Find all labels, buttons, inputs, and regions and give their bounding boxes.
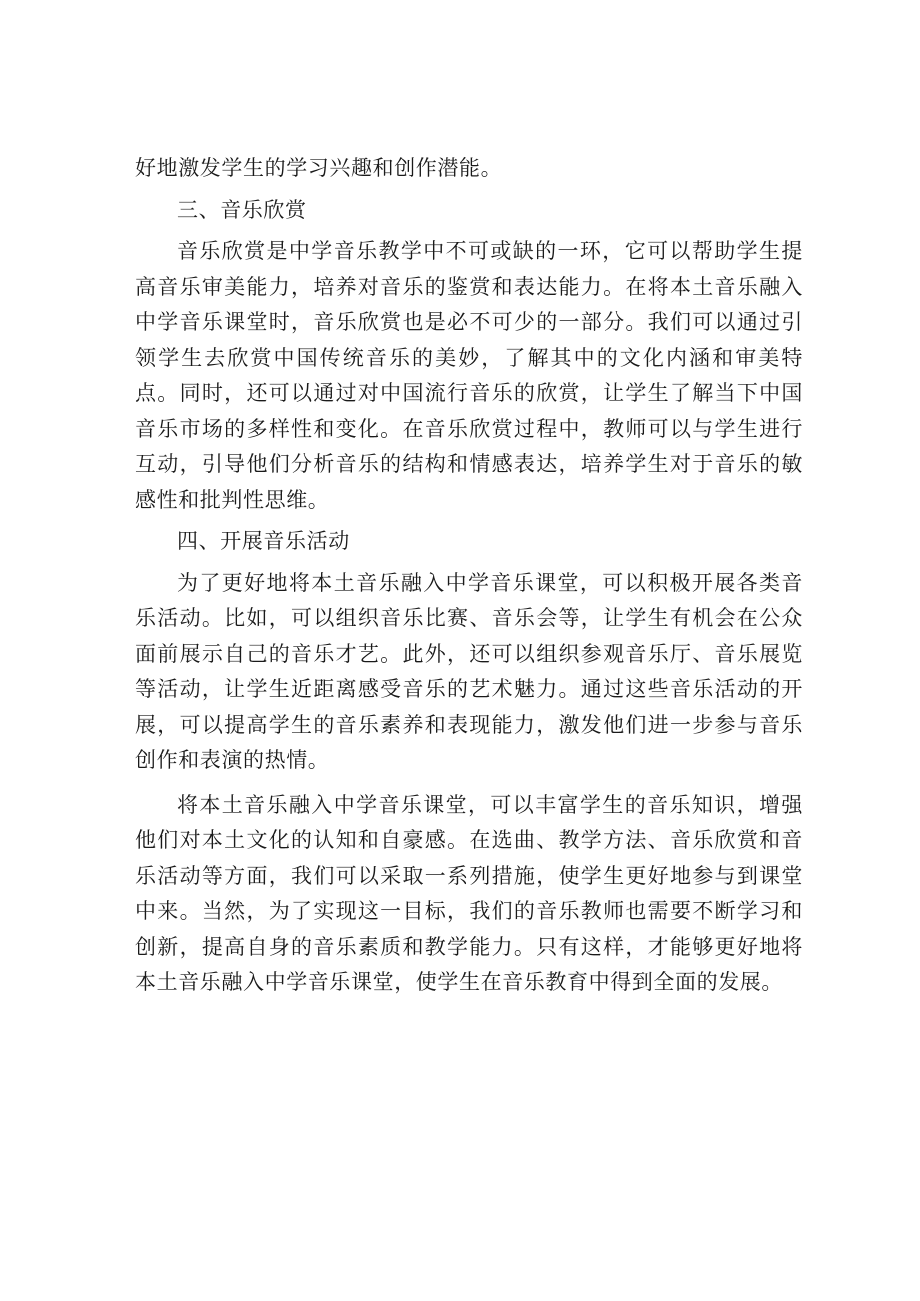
document-body	[135, 151, 803, 1001]
paragraph-conclusion: 将本土音乐融入中学音乐课堂，可以丰富学生的音乐知识，增强他们对本土文化的认知和自豪感。在选曲、教学方法、音乐欣赏和音乐活动等方面，我们可以采取一系列措施，使学生更好地参与到课堂中来。当然，为了实现这一目标，我们的音乐教师也需要不断学习和创新，提高自身的音乐素质和教学能力。只有这样，才能够更好地将本土音乐融入中学音乐课堂，使学生在音乐教育中得到全面的发展。	[135, 792, 803, 994]
section-heading-music-activities: 四、开展音乐活动	[177, 529, 350, 553]
paragraph-music-appreciation: 音乐欣赏是中学音乐教学中不可或缺的一环，它可以帮助学生提高音乐审美能力，培养对音乐的鉴赏和表达能力。在将本土音乐融入中学音乐课堂时，音乐欣赏也是必不可少的一部分。我们可以通过引领学生去欣赏中国传统音乐的美妙，了解其中的文化内涵和审美特点。同时，还可以通过对中国流行音乐的欣赏，让学生了解当下中国音乐市场的多样性和变化。在音乐欣赏过程中，教师可以与学生进行互动，引导他们分析音乐的结构和情感表达，培养学生对于音乐的敏感性和批判性思维。	[135, 239, 803, 512]
continued-paragraph: 好地激发学生的学习兴趣和创作潜能。	[135, 156, 503, 180]
section-heading-music-appreciation: 三、音乐欣赏	[177, 197, 307, 222]
paragraph-music-activities: 为了更好地将本土音乐融入中学音乐课堂，可以积极开展各类音乐活动。比如，可以组织音乐比赛、音乐会等，让学生有机会在公众面前展示自己的音乐才艺。此外，还可以组织参观音乐厅、音乐展览等活动，让学生近距离感受音乐的艺术魅力。通过这些音乐活动的开展，可以提高学生的音乐素养和表现能力，激发他们进一步参与音乐创作和表演的热情。	[135, 570, 803, 772]
